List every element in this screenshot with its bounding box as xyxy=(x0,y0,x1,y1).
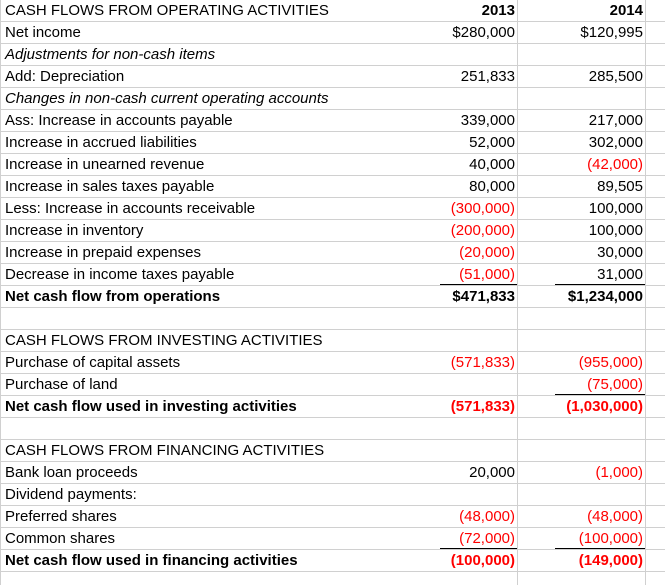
subtotal-underline xyxy=(555,548,645,549)
value-2013: 52,000 xyxy=(469,134,515,151)
blank-row xyxy=(0,418,665,440)
row-label: Net cash flow used in financing activities xyxy=(5,552,298,569)
value-2014: 302,000 xyxy=(588,134,643,151)
table-row xyxy=(0,330,665,352)
adjustments-heading: Adjustments for non-cash items xyxy=(5,46,216,63)
value-2014: (42,000) xyxy=(587,156,643,173)
row-label: Common shares xyxy=(5,530,116,547)
row-label: Net cash flow used in investing activities xyxy=(5,398,297,415)
value-2013: 20,000 xyxy=(469,464,515,481)
financing-section-title: CASH FLOWS FROM FINANCING ACTIVITIES xyxy=(5,442,325,459)
value-2013: (200,000) xyxy=(450,222,515,239)
row-label: Net cash flow from operations xyxy=(5,288,221,305)
value-2013: (100,000) xyxy=(450,552,515,569)
changes-heading: Changes in non-cash current operating accounts xyxy=(5,90,329,107)
financing-total-row xyxy=(0,550,665,572)
table-row xyxy=(0,176,665,198)
header-row xyxy=(0,0,665,22)
value-2014: (1,000) xyxy=(595,464,643,481)
value-2013: (300,000) xyxy=(450,200,515,217)
dividends-heading: Dividend payments: xyxy=(5,486,137,503)
value-2013: (48,000) xyxy=(459,508,515,525)
row-label: Increase in unearned revenue xyxy=(5,156,205,173)
row-label: Increase in inventory xyxy=(5,222,144,239)
value-2014: 30,000 xyxy=(597,244,643,261)
value-2014: (75,000) xyxy=(587,376,643,393)
subtotal-underline xyxy=(555,394,645,395)
value-2014: 100,000 xyxy=(588,200,643,217)
table-row xyxy=(0,484,665,506)
row-label: Net income xyxy=(5,24,81,41)
table-row xyxy=(0,352,665,374)
row-label: Decrease in income taxes payable xyxy=(5,266,235,283)
row-label: Ass: Increase in accounts payable xyxy=(5,112,233,129)
table-row xyxy=(0,220,665,242)
subtotal-underline xyxy=(440,548,517,549)
value-2014: (1,030,000) xyxy=(566,398,643,415)
value-2014: (48,000) xyxy=(587,508,643,525)
value-2014: $120,995 xyxy=(580,24,643,41)
table-row xyxy=(0,88,665,110)
row-label: Add: Depreciation xyxy=(5,68,125,85)
value-2014: 285,500 xyxy=(588,68,643,85)
value-2014: $1,234,000 xyxy=(567,288,643,305)
value-2014: 217,000 xyxy=(588,112,643,129)
value-2013: 40,000 xyxy=(469,156,515,173)
table-row xyxy=(0,242,665,264)
value-2014: (955,000) xyxy=(578,354,643,371)
table-row xyxy=(0,264,665,286)
table-row xyxy=(0,462,665,484)
value-2013: (571,833) xyxy=(450,398,515,415)
blank-row xyxy=(0,308,665,330)
table-row xyxy=(0,22,665,44)
table-row xyxy=(0,132,665,154)
value-2013: (72,000) xyxy=(459,530,515,547)
value-2014: (149,000) xyxy=(578,552,643,569)
table-row xyxy=(0,66,665,88)
table-row xyxy=(0,198,665,220)
table-row xyxy=(0,374,665,396)
row-label: Increase in accrued liabilities xyxy=(5,134,197,151)
row-label: Purchase of land xyxy=(5,376,118,393)
value-2013: $280,000 xyxy=(452,24,515,41)
investing-total-row xyxy=(0,396,665,418)
value-2013: 80,000 xyxy=(469,178,515,195)
table-row xyxy=(0,506,665,528)
row-label: Increase in sales taxes payable xyxy=(5,178,215,195)
value-2013: $471,833 xyxy=(452,288,515,305)
row-label: Preferred shares xyxy=(5,508,117,525)
table-row xyxy=(0,154,665,176)
row-label: Less: Increase in accounts receivable xyxy=(5,200,256,217)
value-2013: (571,833) xyxy=(450,354,515,371)
subtotal-underline xyxy=(555,284,645,285)
operating-total-row xyxy=(0,286,665,308)
investing-section-title: CASH FLOWS FROM INVESTING ACTIVITIES xyxy=(5,332,323,349)
value-2013: 251,833 xyxy=(460,68,515,85)
row-label: Bank loan proceeds xyxy=(5,464,138,481)
value-2014: 89,505 xyxy=(597,178,643,195)
blank-row xyxy=(0,572,665,585)
value-2014: 100,000 xyxy=(588,222,643,239)
value-2013: 339,000 xyxy=(460,112,515,129)
subtotal-underline xyxy=(440,284,517,285)
year-2013-header: 2013 xyxy=(481,2,515,19)
table-row xyxy=(0,110,665,132)
year-2014-header: 2014 xyxy=(609,2,643,19)
row-label: Purchase of capital assets xyxy=(5,354,181,371)
value-2014: (100,000) xyxy=(578,530,643,547)
table-row xyxy=(0,44,665,66)
operating-section-title: CASH FLOWS FROM OPERATING ACTIVITIES xyxy=(5,2,329,19)
table-row xyxy=(0,440,665,462)
value-2014: 31,000 xyxy=(597,266,643,283)
value-2013: (20,000) xyxy=(459,244,515,261)
row-label: Increase in prepaid expenses xyxy=(5,244,201,261)
table-row xyxy=(0,528,665,550)
value-2013: (51,000) xyxy=(459,266,515,283)
